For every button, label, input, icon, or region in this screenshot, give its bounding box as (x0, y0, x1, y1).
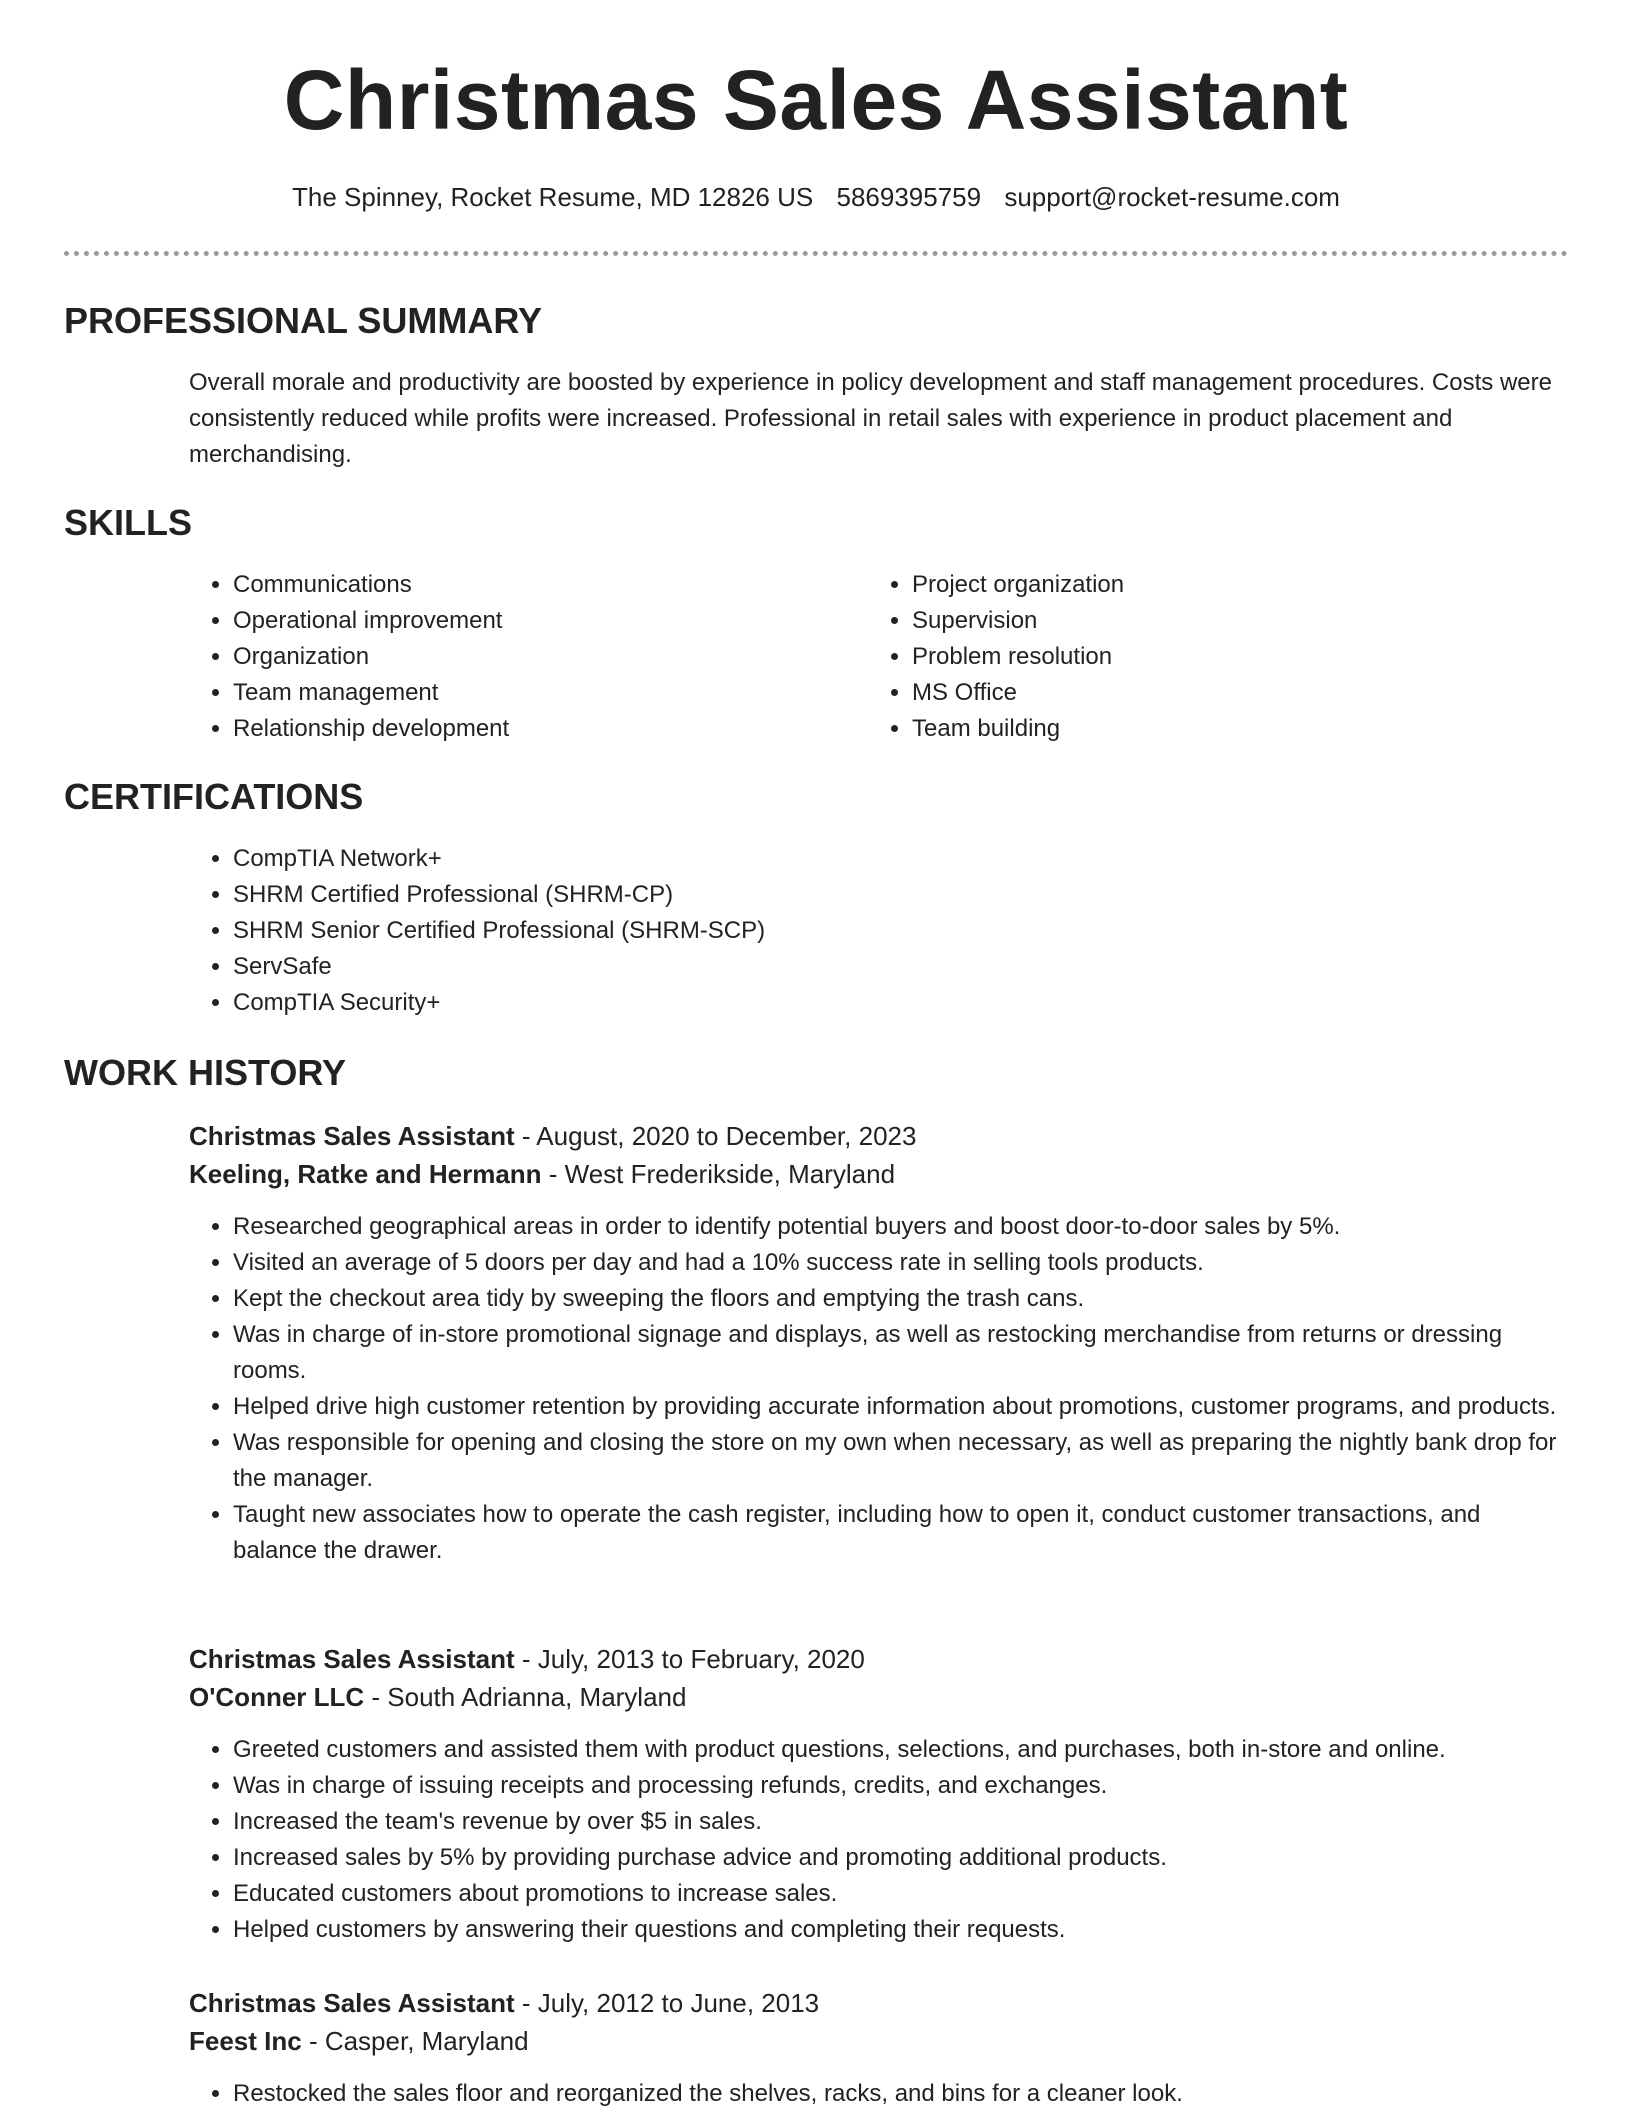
skills-left-column (189, 567, 789, 747)
resume-name: Christmas Sales Assistant (283, 53, 1349, 147)
skill-item: • Supervision (912, 603, 1468, 639)
skill-item: • Project organization (912, 567, 1468, 603)
skill-item: • Relationship development (233, 711, 789, 747)
job-title: Christmas Sales Assistant (189, 1988, 515, 2018)
summary-text: Overall morale and productivity are boosted by experience in policy development and staff management procedures. Costs were consistently reduced while profits were increased. Professional in retail sales with experience in product placement and merchandising. (189, 369, 1552, 468)
job-bullet: • Taught new associates how to operate the cash register, including how to open it, conduct customer transactions, and balance the drawer. (233, 1497, 1569, 1569)
job-bullet: • Greeted customers and assisted them with product questions, selections, and purchases, both in-store and online. (233, 1732, 1569, 1768)
skill-item: • Operational improvement (233, 603, 789, 639)
job-bullet: • Kept the checkout area tidy by sweeping the floors and emptying the trash cans. (233, 1281, 1569, 1317)
job-bullet: • Was in charge of in-store promotional signage and displays, as well as restocking merchandise from returns or dressing rooms. (233, 1317, 1569, 1389)
job-bullet: • Educated customers about promotions to increase sales. (233, 1876, 1569, 1912)
job-employer: Keeling, Ratke and Hermann (189, 1159, 542, 1189)
skill-item: • MS Office (912, 675, 1468, 711)
job-employer: Feest Inc (189, 2026, 302, 2056)
job-dates: - August, 2020 to December, 2023 (514, 1121, 917, 1151)
job-bullet: • Visited an average of 5 doors per day and had a 10% success rate in selling tools products. (233, 1245, 1569, 1281)
job-bullet: • Increased sales by 5% by providing purchase advice and promoting additional products. (233, 1840, 1569, 1876)
job-bullet: • Helped drive high customer retention by providing accurate information about promotions, customer programs, and products. (233, 1389, 1569, 1425)
job-title-line (189, 1640, 1569, 1678)
job-entry (189, 1640, 1569, 1948)
certification-item: • CompTIA Security+ (233, 985, 1569, 1021)
header-divider (64, 251, 1568, 256)
job-location: - Casper, Maryland (301, 2026, 529, 2056)
job-location: - West Frederikside, Maryland (541, 1159, 896, 1189)
certification-item: • SHRM Senior Certified Professional (SHRM-SCP) (233, 913, 1569, 949)
job-bullet: • Was in charge of issuing receipts and processing refunds, credits, and exchanges. (233, 1768, 1569, 1804)
job-employer: O'Conner LLC (189, 1682, 365, 1712)
summary-heading: PROFESSIONAL SUMMARY (64, 300, 543, 341)
job-title: Christmas Sales Assistant (189, 1644, 515, 1674)
work-history-heading: WORK HISTORY (64, 1052, 347, 1093)
skills-heading: SKILLS (64, 502, 193, 543)
job-title: Christmas Sales Assistant (189, 1121, 515, 1151)
skill-item: • Communications (233, 567, 789, 603)
skill-item: • Team building (912, 711, 1468, 747)
certification-item: • CompTIA Network+ (233, 841, 1569, 877)
skill-item: • Organization (233, 639, 789, 675)
certification-item: • ServSafe (233, 949, 1569, 985)
job-entry (189, 1117, 1569, 1569)
summary-block (189, 365, 1569, 473)
skills-right-column (868, 567, 1468, 747)
job-bullet: • Increased the team's revenue by over $5 in sales. (233, 1804, 1569, 1840)
skill-item: • Problem resolution (912, 639, 1468, 675)
contact-phone: 5869395759 (836, 182, 982, 212)
certification-item: • SHRM Certified Professional (SHRM-CP) (233, 877, 1569, 913)
job-employer-line (189, 1155, 1569, 1193)
job-bullet: • Restocked the sales floor and reorganized the shelves, racks, and bins for a cleaner look. (233, 2076, 1569, 2112)
job-dates: - July, 2013 to February, 2020 (514, 1644, 865, 1674)
certifications-block (189, 841, 1569, 1021)
skill-item: • Team management (233, 675, 789, 711)
job-bullet: • Researched geographical areas in order to identify potential buyers and boost door-to-door sales by 5%. (233, 1209, 1569, 1245)
contact-email: support@rocket-resume.com (1004, 182, 1340, 212)
job-bullet: • Was responsible for opening and closing the store on my own when necessary, as well as preparing the nightly bank drop for the manager. (233, 1425, 1569, 1497)
job-title-line (189, 1117, 1569, 1155)
job-location: - South Adrianna, Maryland (364, 1682, 687, 1712)
certifications-heading: CERTIFICATIONS (64, 776, 364, 817)
contact-address: The Spinney, Rocket Resume, MD 12826 US (292, 182, 814, 212)
job-title-line (189, 1984, 1569, 2022)
job-dates: - July, 2012 to June, 2013 (514, 1988, 820, 2018)
job-entry (189, 1984, 1569, 2112)
job-employer-line (189, 2022, 1569, 2060)
job-employer-line (189, 1678, 1569, 1716)
contact-line (0, 180, 1632, 214)
job-bullet: • Helped customers by answering their questions and completing their requests. (233, 1912, 1569, 1948)
